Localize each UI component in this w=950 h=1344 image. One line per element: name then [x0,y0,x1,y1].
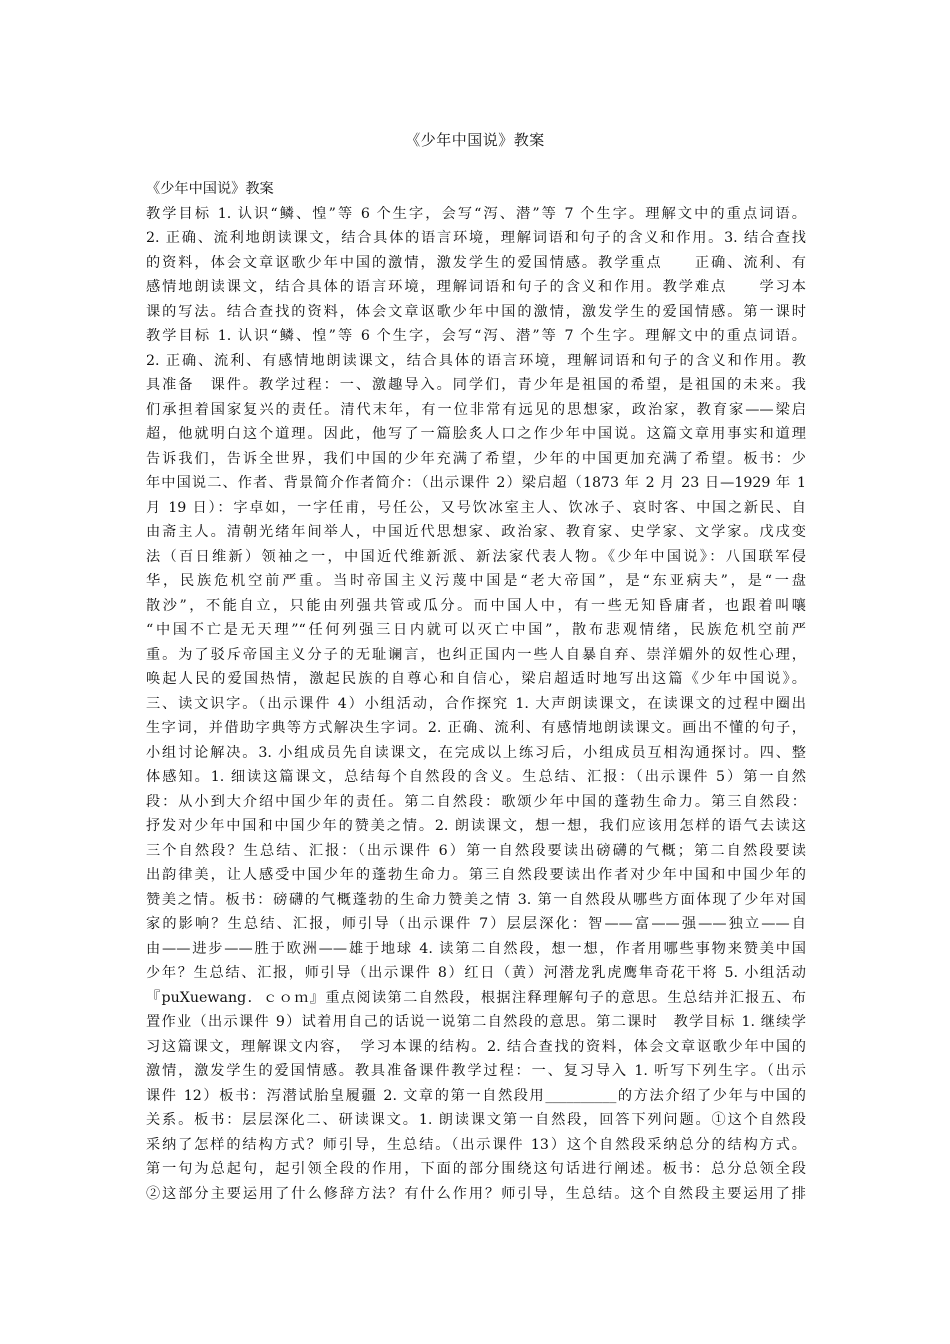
body-text-line: 华，民族危机空前严重。当时帝国主义污蔑中国是“老大帝国”，是“东亚病夫”，是“一盘 [146,573,806,589]
body-text-line: 们承担着国家复兴的责任。清代末年，有一位非常有远见的思想家，政治家，教育家——梁启 [146,401,806,418]
body-text-line: 2. 正确、流利、有感情地朗读课文，结合具体的语言环境，理解词语和句子的含义和作用。教 [146,352,806,369]
body-text-line: 采纳了怎样的结构方式？师引导，生总结。（出示课件 13）这个自然段采纳总分的结构方式。 [146,1136,806,1153]
body-text-line: 家的影响？生总结、汇报，师引导（出示课件 7）层层深化：智——富——强——独立——自 [146,916,806,932]
body-text-line: 教学目标 1. 认识“鳞、惶”等 6 个生字，会写“泻、潜”等 7 个生字。理解文中的重点词语。 [146,205,806,222]
body-text-line: 散沙”，不能自立，只能由列强共管或瓜分。而中国人中，有一些无知昏庸者，也跟着叫嚷 [146,597,806,614]
body-text-line: 生字词，并借助字典等方式解决生字词。2. 正确、流利、有感情地朗读课文。画出不懂的句子， [146,720,806,736]
body-text-line: 激情，激发学生的爱国情感。教具准备课件教学过程：一、复习导入 1. 听写下列生字。（出示 [146,1063,806,1079]
body-text-line: ②这部分主要运用了什么修辞方法？有什么作用？师引导，生总结。这个自然段主要运用了排 [146,1185,806,1202]
body-text-line: 置作业（出示课件 9）试着用自己的话说一说第二自然段的意思。第二课时 教学目标 1. 继续学 [146,1014,806,1030]
document-title: 《少年中国说》教案 [405,131,545,149]
body-text-line: 感情地朗读课文，结合具体的语言环境，理解词语和句子的含义和作用。教学难点 学习本 [146,279,806,295]
document-body [146,177,806,1206]
body-text-line: 由——进步——胜于欧洲——雄于地球 4. 读第二自然段，想一想，作者用哪些事物来赞美中国 [146,940,806,957]
body-text-line: 教学目标 1. 认识“鳞、惶”等 6 个生字，会写“泻、潜”等 7 个生字。理解文中的重点词语。 [146,328,806,344]
body-text-line: 课的写法。结合查找的资料，体会文章讴歌少年中国的激情，激发学生的爱国情感。第一课时 [146,303,806,320]
body-text-line: 『puXuewang．ｃｏｍ』重点阅读第二自然段，根据注释理解句子的意思。生总结并汇报五、布 [146,989,806,1006]
body-text-line: 三、读文识字。（出示课件 4）小组活动，合作探究 1. 大声朗读课文，在读课文的过程中圈出 [146,695,806,712]
body-text-line: 法（百日维新）领袖之一，中国近代维新派、新法家代表人物。《少年中国说》：八国联军侵 [146,548,806,565]
body-text-line: 唤起人民的爱国热情，激起民族的自尊心和自信心，梁启超适时地写出这篇《少年中国说》。 [146,671,806,687]
body-text-line: 段：从小到大介绍中国少年的责任。第二自然段：歌颂少年中国的蓬勃生命力。第三自然段： [146,793,806,810]
body-text-line: 的资料，体会文章讴歌少年中国的激情，激发学生的爱国情感。教学重点 正确、流利、有 [146,254,806,271]
body-text-line: 2. 正确、流利地朗读课文，结合具体的语言环境，理解词语和句子的含义和作用。3. 结合查找 [146,230,806,246]
body-text-line: 重。为了驳斥帝国主义分子的无耻谰言，也纠正国内一些人自暴自弃、崇洋媚外的奴性心理， [146,646,806,663]
body-text-line: 三个自然段？生总结、汇报：（出示课件 6）第一自然段要读出磅礴的气概；第二自然段要读 [146,842,806,859]
body-text-line: 少年？生总结、汇报，师引导（出示课件 8）红日（黄）河潜龙乳虎鹰隼奇花干将 5. 小组活动 [146,965,806,981]
body-text-line: 抒发对少年中国和中国少年的赞美之情。2. 朗读课文，想一想，我们应该用怎样的语气去读这 [146,818,806,834]
body-text-line: 课件 12）板书：泻潜试胎皇履疆 2. 文章的第一自然段用__________的方法介绍了少年与中国的 [146,1087,806,1104]
document-heading-line: 《少年中国说》教案 [146,181,274,197]
body-text-line: 关系。板书：层层深化二、研读课文。1. 朗读课文第一自然段，回答下列问题。①这个自然段 [146,1112,806,1128]
body-text-line: 习这篇课文，理解课文内容， 学习本课的结构。2. 结合查找的资料，体会文章讴歌少年中国的 [146,1038,806,1055]
body-text-line: 赞美之情。板书：磅礴的气概蓬勃的生命力赞美之情 3. 第一自然段从哪些方面体现了少年对国 [146,891,806,908]
body-text-line: 由斋主人。清朝光绪年间举人，中国近代思想家、政治家、教育家、史学家、文学家。戊戌变 [146,524,806,540]
body-text-line: 第一句为总起句，起引领全段的作用，下面的部分围绕这句话进行阐述。板书：总分总领全段 [146,1161,806,1177]
body-text-line: 出韵律美，让人感受中国少年的蓬勃生命力。第三自然段要读出作者对少年中国和中国少年的 [146,867,806,883]
body-text-line: 年中国说二、作者、背景简介作者简介：（出示课件 2）梁启超（1873 年 2 月 23 日—1929 年 1 [146,475,806,491]
body-text-line: “中国不亡是无天理”“任何列强三日内就可以灭亡中国”，散布悲观情绪，民族危机空前严 [146,622,806,638]
body-text-line: 具准备 课件。教学过程：一、激趣导入。同学们，青少年是祖国的希望，是祖国的未来。我 [146,377,806,393]
body-text-line: 告诉我们，告诉全世界，我们中国的少年充满了希望，少年的中国更加充满了希望。板书：少 [146,450,806,467]
body-text-line: 体感知。1. 细读这篇课文，总结每个自然段的含义。生总结、汇报：（出示课件 5）第一自然 [146,769,806,785]
body-text-line: 月 19 日）：字卓如，一字任甫，号任公，又号饮冰室主人、饮冰子、哀时客、中国之新民、自 [146,499,806,516]
body-text-line: 小组讨论解决。3. 小组成员先自读课文，在完成以上练习后，小组成员互相沟通探讨。四、整 [146,744,806,761]
body-text-line: 超，他就明白这个道理。因此，他写了一篇脍炙人口之作少年中国说。这篇文章用事实和道理 [146,426,806,442]
